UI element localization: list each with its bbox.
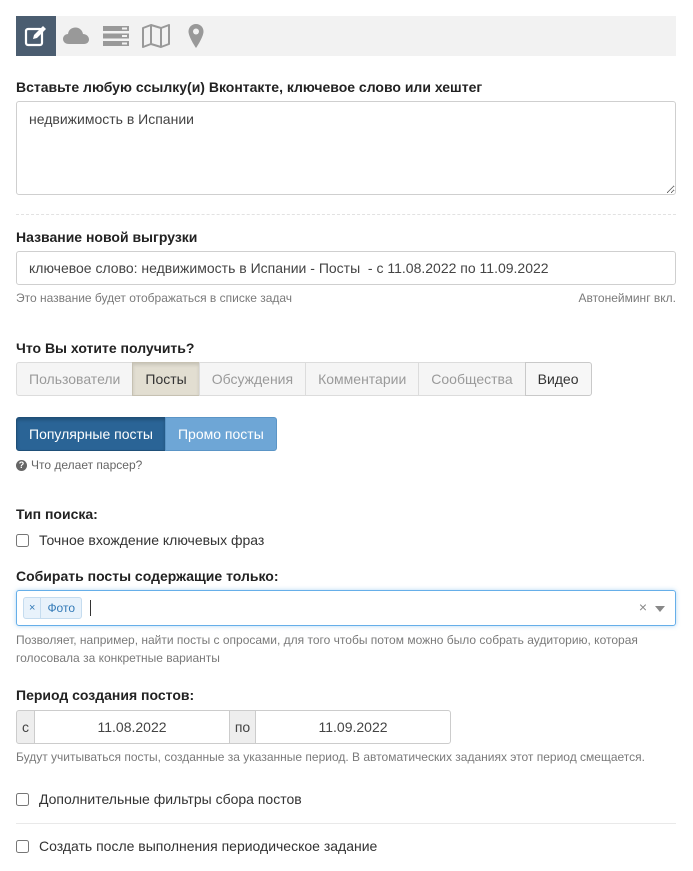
tag-chip (23, 597, 82, 619)
extra-filters-row (16, 791, 302, 807)
option-comments[interactable]: Комментарии (305, 362, 419, 396)
export-name-label: Название новой выгрузки (16, 229, 198, 245)
section-divider (16, 214, 676, 215)
option-discussions[interactable]: Обсуждения (199, 362, 306, 396)
links-textarea[interactable] (16, 101, 676, 195)
clear-all-icon[interactable]: × (638, 599, 647, 615)
contains-only-help: Позволяет, например, найти посты с опросами, для того чтобы потом можно было собрать аудиторию, которая голосовала за конкретные варианты (16, 633, 638, 665)
export-name-input[interactable] (16, 251, 676, 285)
cloud-icon (62, 25, 90, 47)
contains-only-select[interactable] (16, 590, 676, 626)
edit-icon (24, 24, 48, 48)
period-help: Будут учитываться посты, созданные за указанные период. В автоматических заданиях этот период смещается. (16, 750, 645, 764)
what-to-get-label: Что Вы хотите получить? (16, 340, 195, 356)
exact-match-row (16, 532, 264, 548)
location-tab[interactable] (176, 16, 216, 56)
period-inputs (16, 710, 451, 744)
popular-posts-button[interactable]: Популярные посты (16, 417, 166, 451)
post-type-buttons (16, 417, 277, 451)
exact-match-checkbox[interactable] (16, 534, 29, 547)
option-users[interactable]: Пользователи (16, 362, 133, 396)
source-tabs (16, 16, 676, 56)
bottom-divider (16, 823, 676, 824)
server-icon (102, 25, 130, 47)
search-type-label: Тип поиска: (16, 506, 98, 522)
to-addon: по (229, 710, 256, 744)
what-to-get-buttons (16, 362, 592, 396)
map-tab[interactable] (136, 16, 176, 56)
periodic-task-label: Создать после выполнения периодическое задание (39, 838, 378, 854)
question-circle-icon: ? (16, 460, 27, 471)
from-addon: с (16, 710, 35, 744)
autonaming-link[interactable]: Автонейминг вкл. (578, 291, 676, 305)
chevron-down-icon[interactable] (655, 606, 665, 612)
period-label: Период создания постов: (16, 687, 195, 703)
export-name-help: Это название будет отображаться в списке задач (16, 291, 293, 305)
tag-label: Фото (47, 601, 76, 615)
map-icon (141, 24, 171, 48)
periodic-task-checkbox[interactable] (16, 840, 29, 853)
exact-match-label: Точное вхождение ключевых фраз (39, 532, 265, 548)
parser-help-text: Что делает парсер? (31, 458, 143, 472)
date-to-input[interactable] (255, 710, 451, 744)
periodic-task-row (16, 838, 377, 854)
promo-posts-button[interactable]: Промо посты (165, 417, 277, 451)
date-from-input[interactable] (34, 710, 230, 744)
option-posts[interactable]: Посты (132, 362, 199, 396)
contains-only-label: Собирать посты содержащие только: (16, 568, 279, 584)
option-communities[interactable]: Сообщества (418, 362, 525, 396)
extra-filters-checkbox[interactable] (16, 793, 29, 806)
server-tab[interactable] (96, 16, 136, 56)
edit-tab[interactable] (16, 16, 56, 56)
option-video[interactable]: Видео (525, 362, 592, 396)
links-label: Вставьте любую ссылку(и) Вконтакте, ключевое слово или хештег (16, 79, 483, 95)
cloud-tab[interactable] (56, 16, 96, 56)
extra-filters-label: Дополнительные фильтры сбора постов (39, 791, 302, 807)
text-caret (90, 600, 91, 616)
parser-help-link[interactable] (16, 458, 142, 472)
remove-tag-icon[interactable]: × (24, 598, 41, 618)
map-marker-icon (187, 23, 205, 49)
